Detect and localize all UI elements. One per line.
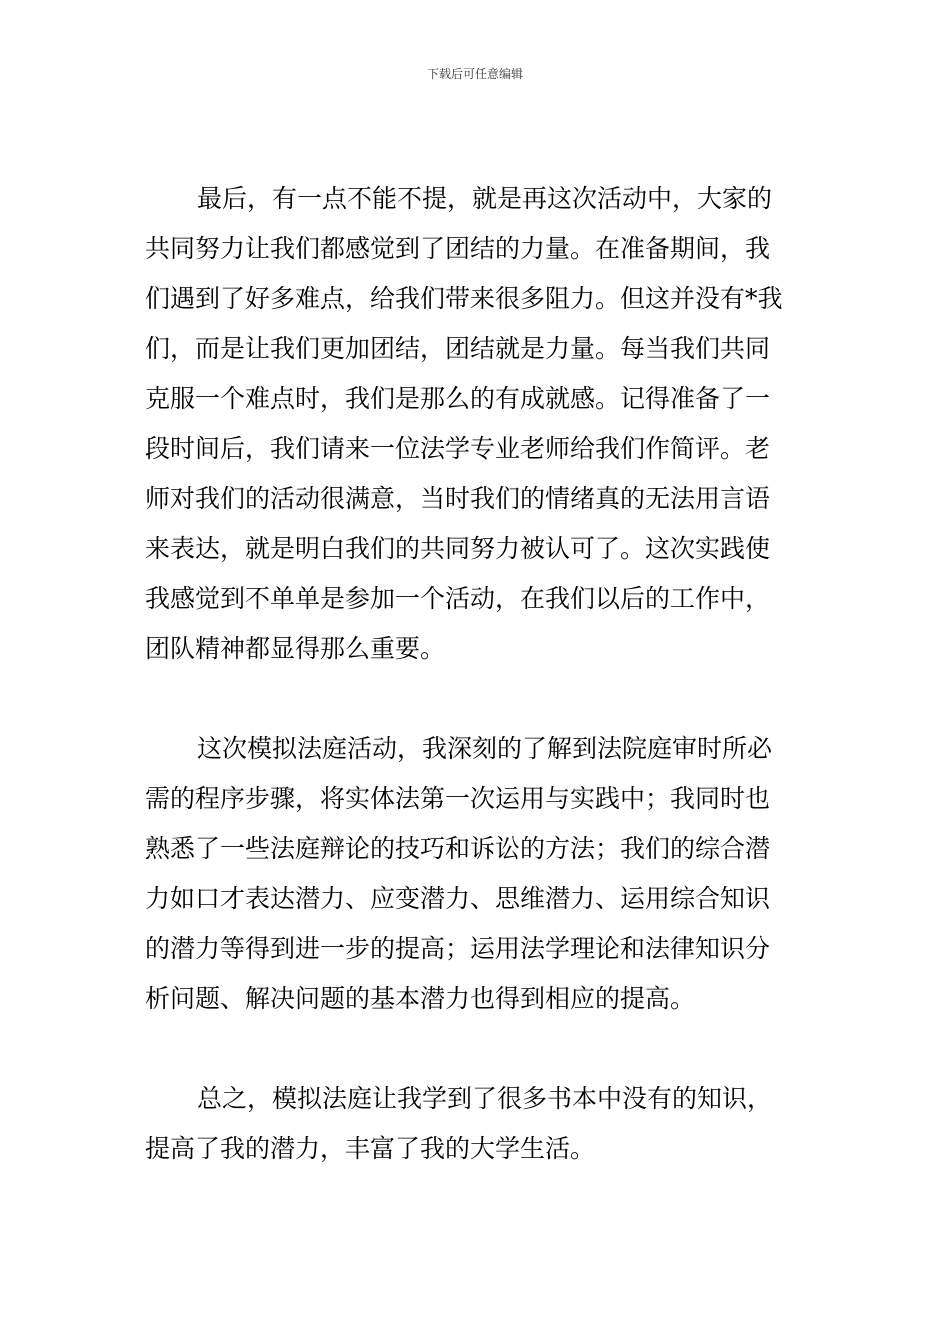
document-body (145, 174, 809, 1174)
text-line: 团队精神都显得那么重要。 (145, 634, 446, 663)
paragraph-conclusion-teamwork (145, 174, 809, 674)
text-line: 师对我们的活动很满意，当时我们的情绪真的无法用言语 (145, 484, 771, 513)
text-line: 共同努力让我们都感觉到了团结的力量。在准备期间，我 (145, 234, 771, 263)
text-line: 段时间后，我们请来一位法学专业老师给我们作简评。老 (145, 434, 771, 463)
text-line: 需的程序步骤，将实体法第一次运用与实践中；我同时也 (145, 784, 771, 813)
paragraph-spacer (145, 674, 809, 724)
text-line: 最后，有一点不能不提，就是再这次活动中，大家的 (197, 184, 773, 213)
paragraph-summary (145, 1074, 809, 1174)
paragraph-mock-court-skills (145, 724, 809, 1024)
text-line: 析问题、解决问题的基本潜力也得到相应的提高。 (145, 984, 696, 1013)
text-line: 克服一个难点时，我们是那么的有成就感。记得准备了一 (145, 384, 771, 413)
text-line: 提高了我的潜力，丰富了我的大学生活。 (145, 1134, 596, 1163)
text-line: 们，而是让我们更加团结，团结就是力量。每当我们共同 (145, 334, 771, 363)
text-line: 熟悉了一些法庭辩论的技巧和诉讼的方法；我们的综合潜 (145, 834, 771, 863)
paragraph-spacer (145, 1024, 809, 1074)
text-line: 总之，模拟法庭让我学到了很多书本中没有的知识， (197, 1084, 773, 1113)
text-line: 们遇到了好多难点，给我们带来很多阻力。但这并没有*我 (145, 284, 783, 313)
text-line: 这次模拟法庭活动，我深刻的了解到法院庭审时所必 (197, 734, 773, 763)
page-header: 下载后可任意编辑 (426, 67, 523, 81)
text-line: 来表达，就是明白我们的共同努力被认可了。这次实践使 (145, 534, 771, 563)
text-line: 我感觉到不单单是参加一个活动，在我们以后的工作中， (145, 584, 771, 613)
text-line: 的潜力等得到进一步的提高；运用法学理论和法律知识分 (145, 934, 771, 963)
text-line: 力如口才表达潜力、应变潜力、思维潜力、运用综合知识 (145, 884, 771, 913)
